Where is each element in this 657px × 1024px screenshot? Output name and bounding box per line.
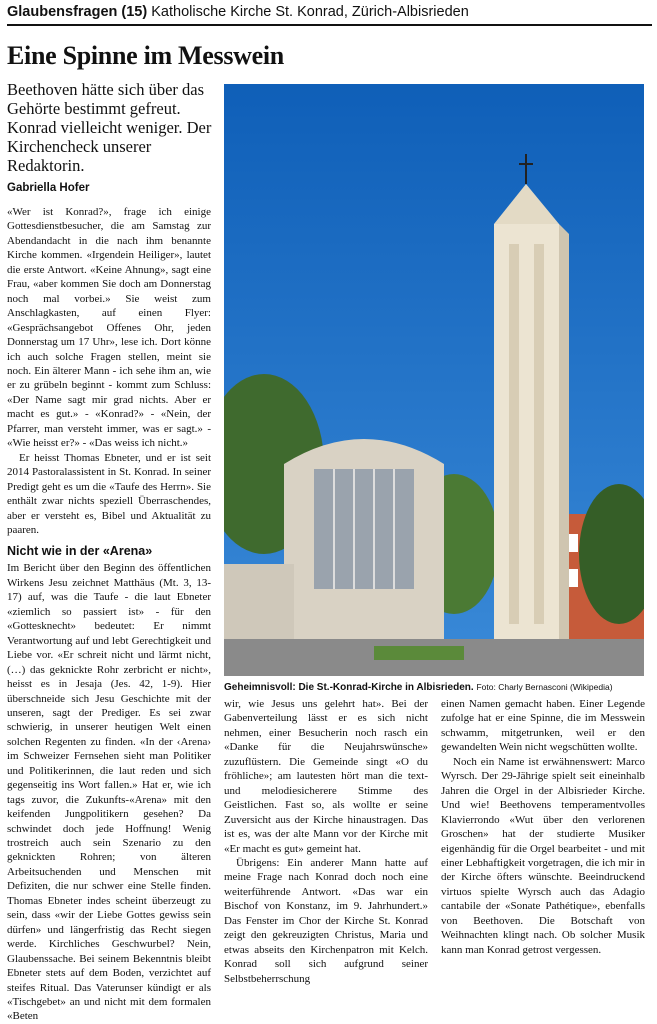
church-photo [224, 84, 644, 676]
church-window [314, 469, 414, 589]
paragraph: wir, wie Jesus uns gelehrt hat». Bei der Gabenverteilung lässt er es sich nicht nehmen, einer Besucherin noch rasch ein «Danke für die Neujahrswünsche» zuzuflüstern. Die Gemeinde singt «O du fröhliche»; am lautesten hört man die text- und melodiesicherere Stimme des Geistlichen. Fast so, als wollte er seine Zuversicht aus der Kirche hinaustragen. Das ist es, was der alte Mann vor der Kirche mit «Er macht es gut» gemeint hat. [224, 698, 428, 855]
article-column-3 [441, 697, 645, 957]
caption-text: Geheimnisvoll: Die St.-Konrad-Kirche in Albisrieden. [224, 682, 474, 693]
side-wing [224, 564, 294, 644]
article-column-2 [224, 697, 428, 986]
headline: Eine Spinne im Messwein [7, 41, 284, 70]
section-kicker [7, 2, 652, 26]
paragraph: Noch ein Name ist erwähnenswert: Marco Wyrsch. Der 29-Jährige spielt seit eineinhalb Jahren die Orgel in der Albisrieder Kirche. Und wie! Beethovens temperamentvolles Klavierrondo «Wut über den verlorenen Groschen» hat der studierte Musiker eigenhändig für die Orgel bearbeitet - und mit einer Lebhaftigkeit vorgetragen, die ich mir in der Kirche öfters wünschte. Beeindruckend virtuos spielte Wyrsch auch das Adagio cantabile der «Sonate Pathétique», ebenfalls von Beethoven. Die Botschaft von Weihnachten klingt nach. Ob solcher Musik kann man Konrad getrost vergessen. [441, 755, 645, 956]
paragraph: Übrigens: Ein anderer Mann hatte auf meine Frage nach Konrad doch noch eine weiterführende Antwort. «Das war ein Bischof von Konstanz, im 9. Jahrhundert.» Das Fenster im Chor der Kirche St. Konrad zeigt den gekreuzigten Christus, Maria und etwas abseits den Kirchenpatron mit Kelch. Konrad soll sich aufgrund seiner Selbstbeherrschung [224, 856, 428, 985]
church-location: Katholische Kirche St. Konrad, Zürich-Albisrieden [151, 4, 469, 20]
subheading: Nicht wie in der «Arena» [7, 544, 153, 559]
author-byline: Gabriella Hofer [7, 182, 90, 194]
paragraph: Im Bericht über den Beginn des öffentlichen Wirkens Jesu zeichnet Matthäus (Mt. 3, 13-17) auf, was die Taufe - die laut Ebneter «ziemlich so passiert ist» - für den «Gottesknecht» bedeutet: Er nimmt Verantwortung auf und lebt Gerechtigkeit und Liebe vor. «Er schreit nicht und lärmt nicht, (…) das geknickte Rohr zerbricht er nicht», heisst es in Jesaja (Jes. 42, 1-9). Hier überschneide sich Jesu Geschichte mit der unseren, sagt der Prediger. Es sei zwar schwierig, in unserer heutigen Welt einen solchen Regenten zu finden. «In der ‹Arena› im Schweizer Fernsehen sieht man Politiker und Politikerinnen, die laut reden und sich gegenseitig ins Wort fallen.» Hat er, wie ich tags zuvor, die Zukunfts-«Arena» mit den keifenden Jungpolitikern gesehen? Da schwindet doch jede Hoffnung! Wenig trostreich auch sein Szenario zu den geknickten Rohren; von älteren Arbeitsuchenden und Menschen mit Defiziten, die nur schwer eine Stelle finden. Thomas Ebneter indes scheint überzeugt zu sein, dass «wir der Liebe Gottes gewiss sein dürfen» und längerfristig das Recht siegen werde. Kirchliches Geschwurbel? Nein, Glaubenssache. Bei seinem Bekenntnis bleibt Ebneter stets auf dem Boden, verzichtet auf steifes Ritual. Das Vaterunser kündigt er als «Tischgebet» an und nicht mit dem formalen «Beten [7, 562, 211, 1023]
photo-credit: Foto: Charly Bernasconi (Wikipedia) [476, 682, 613, 692]
series-label: Glaubensfragen (15) [7, 4, 148, 20]
article-column-1 [7, 205, 211, 1024]
photo-caption [224, 682, 652, 693]
bell-tower [494, 224, 559, 639]
paragraph: Er heisst Thomas Ebneter, und er ist seit 2014 Pastoralassistent in St. Konrad. In seiner Predigt geht es um die «Taufe des Herrn». Sie enthält zwar nichts speziell Überraschendes, aber er versteht es, Bibel und Aktualität zu paaren. [7, 451, 211, 536]
paragraph: «Wer ist Konrad?», frage ich einige Gottesdienstbesucher, die am Samstag zur Abendandacht in die nach ihm benannte Kirche kommen. «Irgendein Heiliger», lautet die erste Antwort. «Keine Ahnung», sagt eine Frau, «aber kommen Sie doch am Donnerstag noch mal vorbei.» Sie weist zum Anschlagkasten, auf einen Flyer: «Gesprächsangebot Offenes Ohr, jeden Donnerstag um 17 Uhr», lese ich. Dort könne ich auch solche Fragen stellen, meint sie noch. Ein älterer Mann - ich sehe ihm an, wie er zu grübeln beginnt - kommt zum Schluss: «Der Name sagt mir grad nichts. Aber er macht es gut.» - «Konrad?» - «Nein, der Pfarrer, man versteht immer, was er sagt.» - «Wie heisst er?» - «Das weiss ich nicht.» [7, 206, 211, 450]
church-illustration [224, 84, 644, 676]
paragraph: einen Namen gemacht haben. Einer Legende zufolge hat er eine Spinne, die im Messwein schwamm, mitgetrunken, weil er den gewandelten Wein nicht wegschütten wollte. [441, 698, 645, 754]
lead-text: Beethoven hätte sich über das Gehörte bestimmt gefreut. Konrad vielleicht weniger. Der Kirchencheck unserer Redaktorin. [7, 80, 212, 175]
